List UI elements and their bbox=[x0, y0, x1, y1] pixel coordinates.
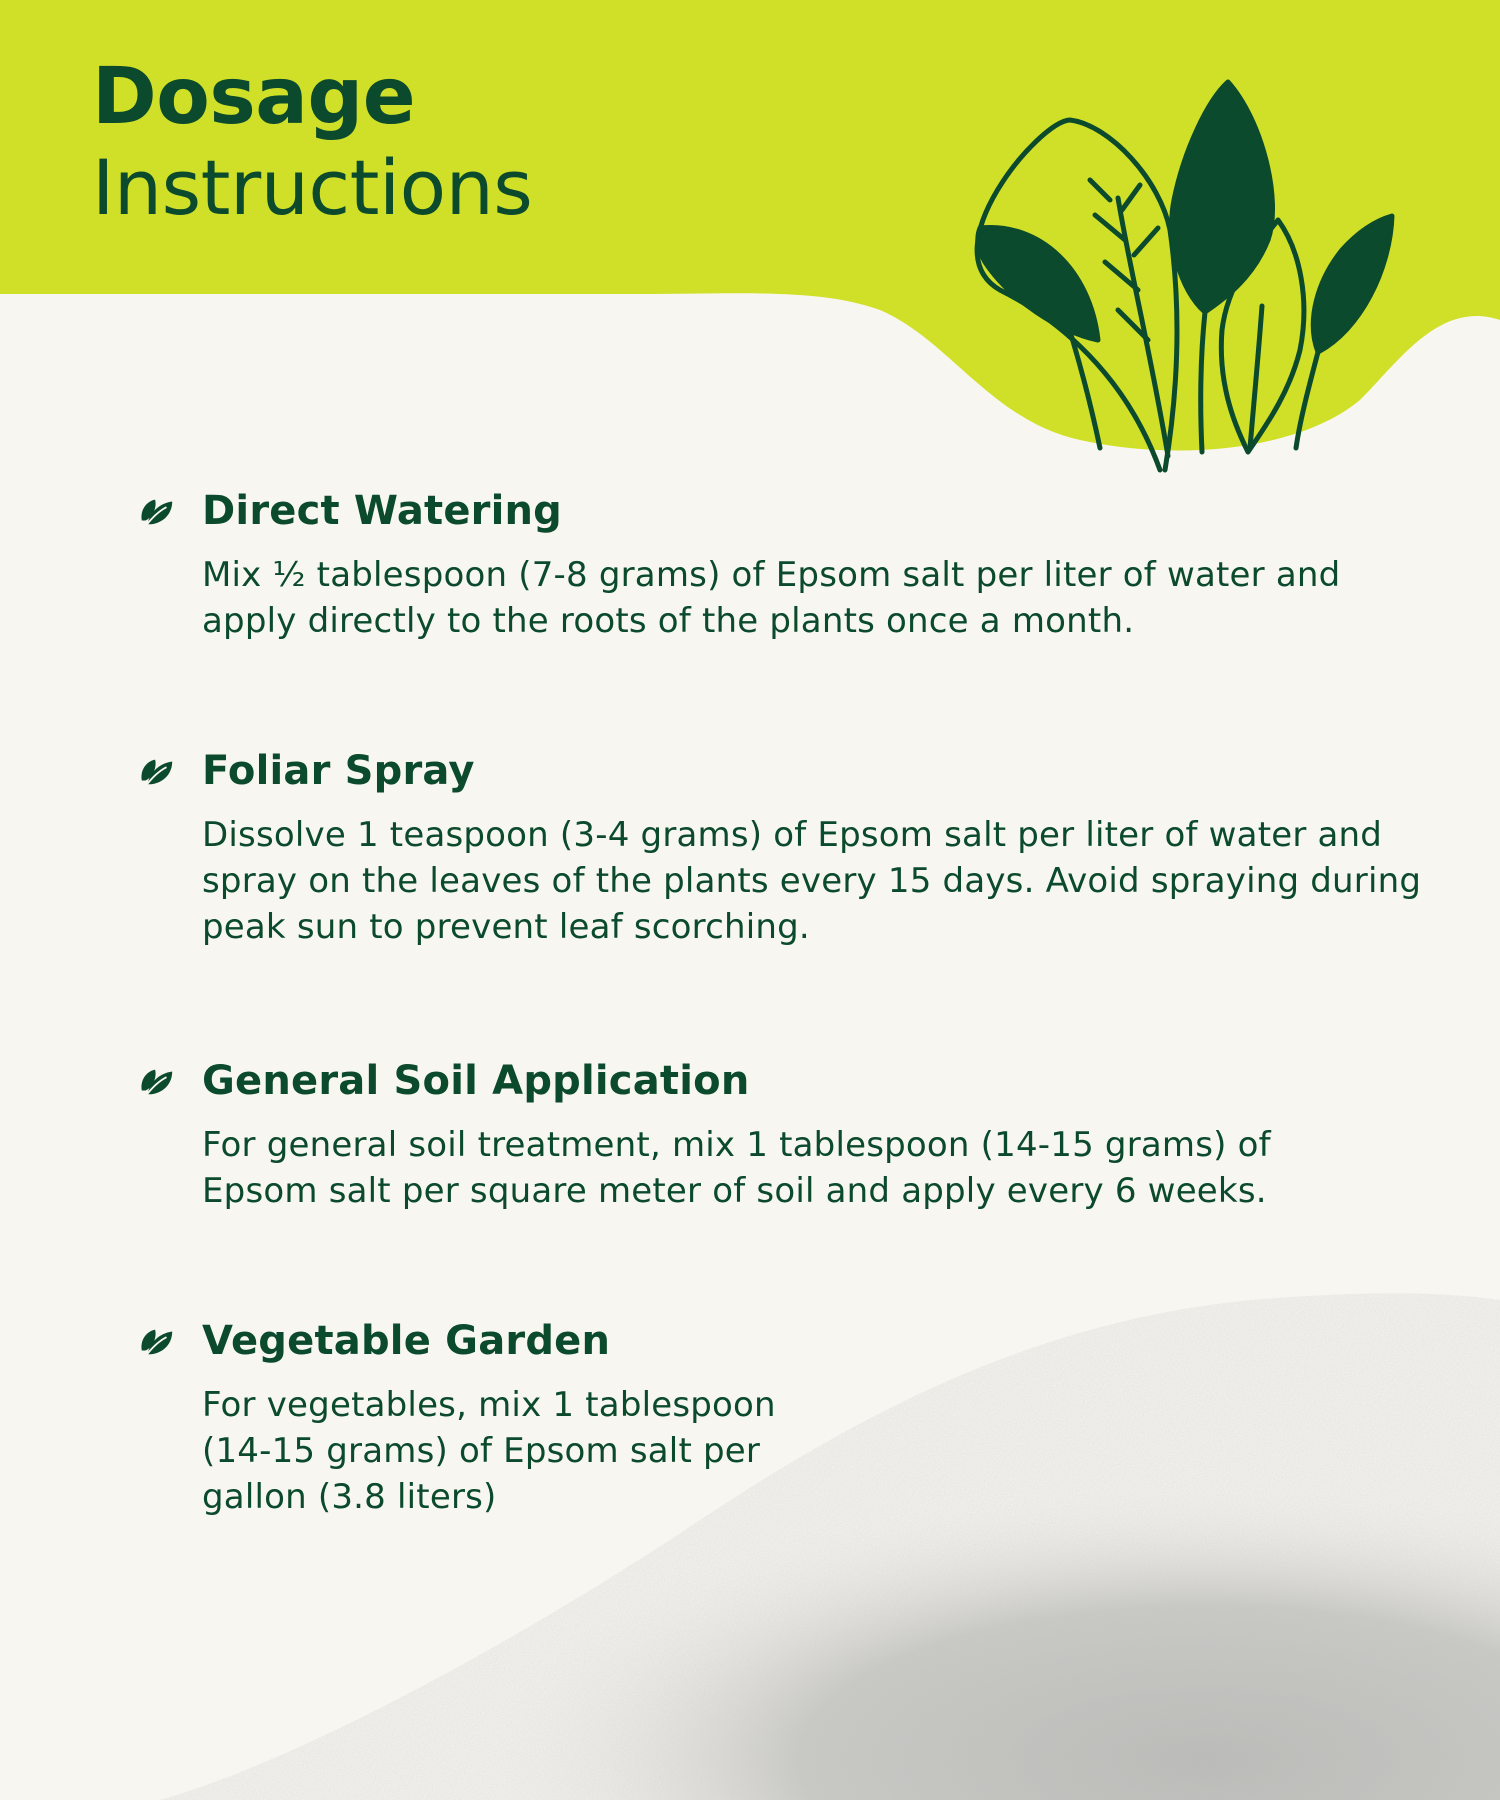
section-general-soil-application bbox=[138, 1058, 1418, 1214]
page-title-line1: Dosage bbox=[92, 52, 416, 142]
section-vegetable-garden bbox=[138, 1318, 1418, 1520]
section-direct-watering bbox=[138, 488, 1418, 644]
leaf-icon bbox=[138, 752, 176, 790]
section-header bbox=[138, 748, 1418, 794]
leaf-icon bbox=[138, 1322, 176, 1360]
page-title bbox=[92, 52, 533, 232]
section-title: Direct Watering bbox=[202, 488, 563, 534]
section-body: Mix ½ tablespoon (7-8 grams) of Epsom salt per liter of water and apply directly to the roots of the plants once a month. bbox=[202, 555, 1341, 641]
leaf-icon bbox=[138, 492, 176, 530]
page-title-line2: Instructions bbox=[92, 143, 533, 232]
section-header bbox=[138, 1058, 1418, 1104]
section-body: Dissolve 1 teaspoon (3-4 grams) of Epsom salt per liter of water and spray on the leaves of the plants every 15 days. Avoid spraying during peak sun to prevent leaf scorching. bbox=[202, 815, 1422, 947]
section-foliar-spray bbox=[138, 748, 1422, 950]
section-body: For general soil treatment, mix 1 tablespoon (14-15 grams) of Epsom salt per square meter of soil and apply every 6 weeks. bbox=[202, 1125, 1271, 1211]
section-title: Vegetable Garden bbox=[202, 1318, 611, 1364]
section-title: General Soil Application bbox=[202, 1058, 750, 1104]
leaf-icon bbox=[138, 1062, 176, 1100]
section-header bbox=[138, 488, 1418, 534]
section-header bbox=[138, 1318, 1418, 1364]
section-body: For vegetables, mix 1 tablespoon (14-15 grams) of Epsom salt per gallon (3.8 liters) bbox=[202, 1385, 776, 1517]
section-title: Foliar Spray bbox=[202, 748, 475, 794]
